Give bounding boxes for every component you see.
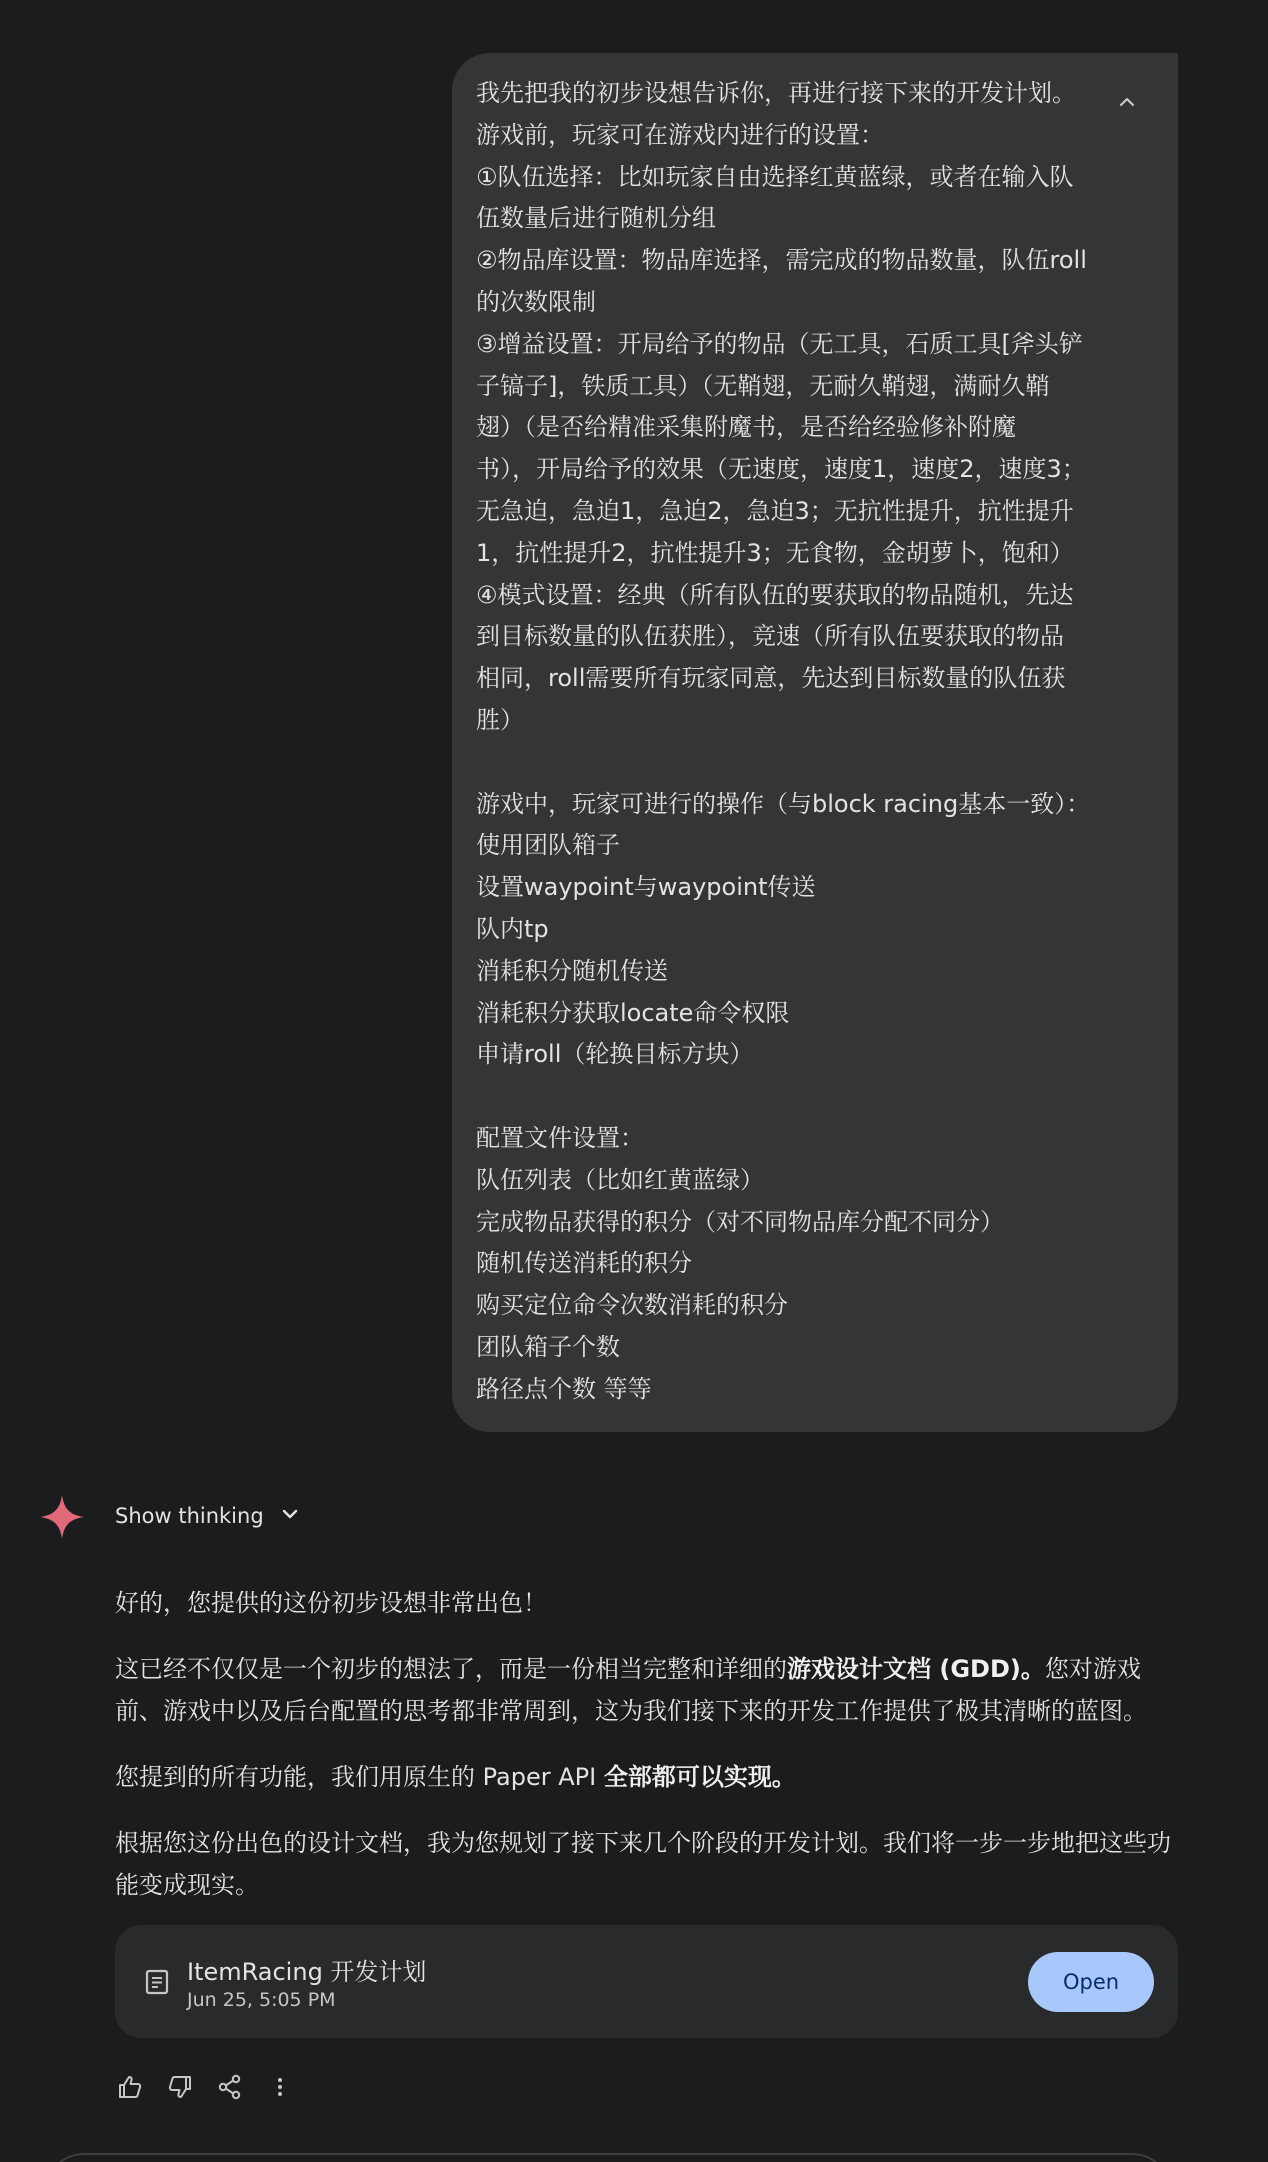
more-vertical-icon[interactable]	[265, 2072, 295, 2102]
user-message-line: 团队箱子个数	[476, 1332, 620, 1361]
user-message-line: ③增益设置：开局给予的物品（无工具，石质工具[斧头铲	[476, 329, 1083, 358]
user-message-line: 使用团队箱子	[476, 831, 620, 860]
user-message-line: 配置文件设置：	[476, 1123, 644, 1152]
response-text: 好的，您提供的这份初步设想非常出色！	[115, 1589, 547, 1617]
response-bold-text: 全部都可以实现。	[603, 1763, 796, 1791]
user-message-line	[476, 1076, 1118, 1118]
chevron-up-icon[interactable]	[1112, 87, 1142, 117]
response-text: 您提到的所有功能，我们用原生的 Paper API	[115, 1763, 604, 1791]
user-message-line: 翅）（是否给精准采集附魔书，是否给经验修补附魔	[476, 413, 1016, 442]
response-text: 您对游戏前、游戏中以及后台配置的思考都非常周到，这为我们接下来的开发工作提供了极其清晰的蓝图。	[115, 1655, 1147, 1725]
response-paragraph	[115, 1648, 1185, 1732]
user-message-line: 到目标数量的队伍获胜），竞速（所有队伍要获取的物品	[476, 622, 1064, 651]
user-message-line: 完成物品获得的积分（对不同物品库分配不同分）	[476, 1207, 1004, 1236]
user-message-line: 伍数量后进行随机分组	[476, 204, 716, 233]
user-message-line: 路径点个数 等等	[476, 1374, 652, 1403]
user-message-line: ①队伍选择：比如玩家自由选择红黄蓝绿，或者在输入队	[476, 162, 1074, 191]
response-paragraph	[115, 1582, 1185, 1624]
user-message-line: 游戏前，玩家可在游戏内进行的设置：	[476, 120, 884, 149]
chevron-down-icon	[280, 1504, 300, 1528]
user-message-line: 的次数限制	[476, 287, 596, 316]
response-text: 根据您这份出色的设计文档，我为您规划了接下来几个阶段的开发计划。我们将一步一步地把这些功能变成现实。	[115, 1829, 1171, 1899]
show-thinking-label: Show thinking	[115, 1504, 264, 1528]
show-thinking-toggle[interactable]	[115, 1496, 300, 1536]
response-paragraph	[115, 1756, 1185, 1798]
user-message-line: 消耗积分获取locate命令权限	[476, 998, 790, 1027]
thumbs-down-icon[interactable]	[165, 2072, 195, 2102]
user-message-line: 消耗积分随机传送	[476, 956, 668, 985]
user-message-line: 游戏中，玩家可进行的操作（与block racing基本一致）：	[476, 789, 1091, 818]
user-message-line	[476, 742, 1118, 784]
assistant-response	[115, 1582, 1185, 1930]
user-message-line: ④模式设置：经典（所有队伍的要获取的物品随机，先达	[476, 580, 1074, 609]
user-message-line: 胜）	[476, 705, 524, 734]
response-bold-text: 游戏设计文档 (GDD)。	[787, 1655, 1045, 1683]
prompt-input-bar[interactable]	[44, 2153, 1172, 2162]
document-date: Jun 25, 5:05 PM	[187, 1989, 336, 2011]
response-actions	[115, 2068, 295, 2106]
user-message-line: ②物品库设置：物品库选择，需完成的物品数量，队伍roll	[476, 246, 1087, 275]
share-icon[interactable]	[215, 2072, 245, 2102]
user-message-line: 设置waypoint与waypoint传送	[476, 873, 816, 902]
document-icon	[142, 1967, 172, 1997]
user-message-line: 队伍列表（比如红黄蓝绿）	[476, 1165, 764, 1194]
user-message-line: 我先把我的初步设想告诉你，再进行接下来的开发计划。	[476, 79, 1076, 107]
user-message-line: 队内tp	[476, 914, 549, 943]
document-title: ItemRacing 开发计划	[187, 1958, 427, 1986]
thumbs-up-icon[interactable]	[115, 2072, 145, 2102]
user-message-line: 随机传送消耗的积分	[476, 1249, 692, 1278]
user-message-text	[476, 73, 1118, 1411]
user-message-line: 无急迫，急迫1，急迫2，急迫3；无抗性提升，抗性提升	[476, 496, 1074, 525]
gemini-spark-icon	[38, 1493, 86, 1541]
response-paragraph	[115, 1822, 1185, 1906]
user-message-line: 1，抗性提升2，抗性提升3；无食物，金胡萝卜，饱和）	[476, 538, 1074, 567]
user-message-line: 书），开局给予的效果（无速度，速度1，速度2，速度3；	[476, 455, 1086, 484]
user-message-bubble	[452, 53, 1178, 1432]
user-message-line: 子镐子]，铁质工具）（无鞘翅，无耐久鞘翅，满耐久鞘	[476, 371, 1050, 400]
user-message-line: 购买定位命令次数消耗的积分	[476, 1291, 788, 1320]
open-button[interactable]: Open	[1028, 1952, 1154, 2012]
user-message-line: 申请roll（轮换目标方块）	[476, 1040, 754, 1069]
document-card[interactable]	[115, 1925, 1178, 2038]
response-text: 这已经不仅仅是一个初步的想法了，而是一份相当完整和详细的	[115, 1655, 787, 1683]
user-message-line: 相同，roll需要所有玩家同意，先达到目标数量的队伍获	[476, 664, 1066, 693]
